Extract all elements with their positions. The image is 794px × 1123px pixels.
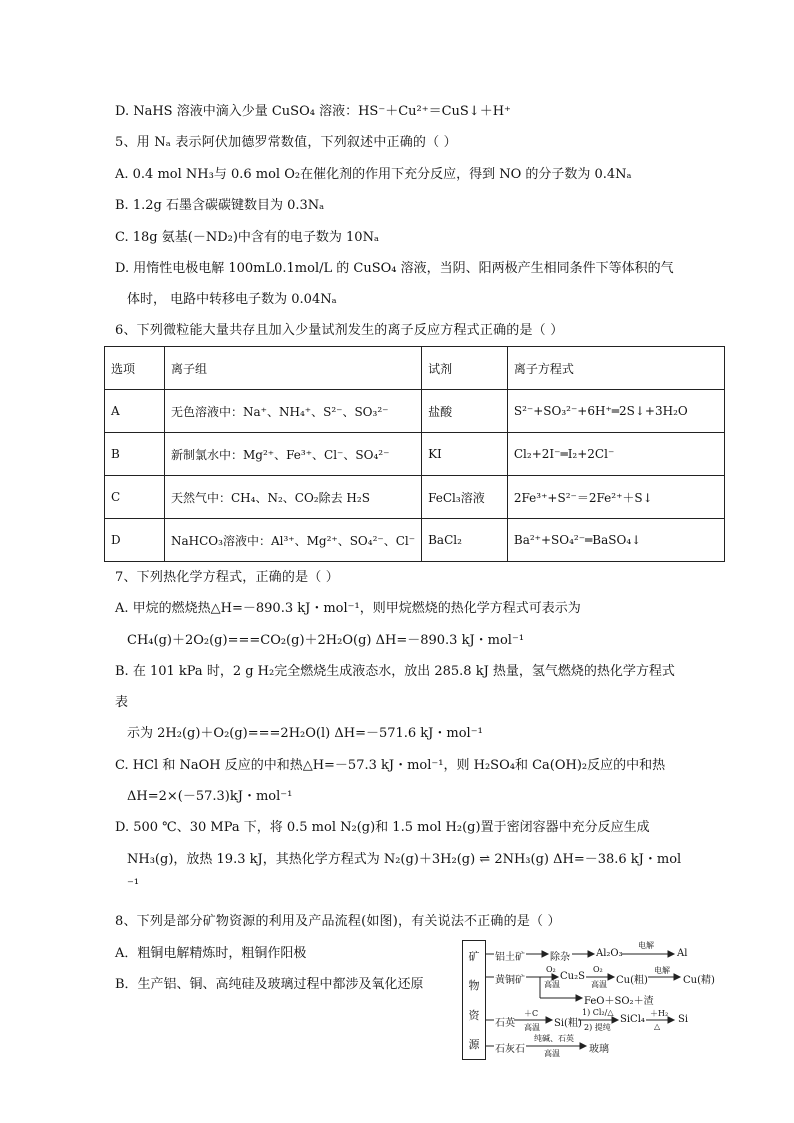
high-temp-condition: 高温	[544, 1049, 560, 1058]
table-cell: B	[105, 433, 165, 476]
crude-silicon-label: Si(粗)	[554, 1018, 582, 1029]
question-6-stem: 6、下列微粒能大量共存且加入少量试剂发生的离子反应方程式正确的是（ ）	[115, 323, 564, 338]
box-char: 矿	[468, 949, 480, 963]
table-row	[105, 390, 725, 433]
carbon-condition: ＋C	[524, 1009, 539, 1018]
table-cell: 无色溶液中：Na⁺、NH₄⁺、S²⁻、SO₃²⁻	[165, 390, 422, 433]
crude-copper-label: Cu(粗)	[616, 975, 648, 986]
question-7-option-b-line1: B. 在 101 kPa 时，2 g H₂完全燃烧生成液态水，放出 285.8 kJ 热量，氢气燃烧的热化学方程式	[115, 664, 675, 679]
question-5-option-a: A. 0.4 mol NH₃与 0.6 mol O₂在催化剂的作用下充分反应，得到 NO 的分子数为 0.4Nₐ	[115, 167, 632, 182]
question-5-option-c: C. 18g 氨基(－ND₂)中含有的电子数为 10Nₐ	[115, 230, 379, 245]
limestone-label: 石灰石	[495, 1044, 525, 1055]
chalcopyrite-label: 黄铜矿	[495, 975, 525, 986]
box-char: 资	[468, 1008, 480, 1022]
heat-condition: △	[654, 1022, 661, 1031]
table-cell: S²⁻+SO₃²⁻+6H⁺═2S↓+3H₂O	[507, 390, 724, 433]
table-row	[105, 433, 725, 476]
question-8-stem: 8、下列是部分矿物资源的利用及产品流程(如图)，有关说法不正确的是（ ）	[115, 914, 561, 929]
alumina-label: Al₂O₃	[596, 948, 623, 959]
oxygen-condition: O₂	[593, 965, 603, 974]
table-row	[105, 519, 725, 562]
electrolysis-condition: 电解	[654, 966, 670, 975]
chlorine-condition: 1) Cl₂/△	[582, 1008, 614, 1017]
question-5-option-d-line2: 体时， 电路中转移电子数为 0.04Nₐ	[127, 292, 337, 307]
table-cell: Cl₂+2I⁻═I₂+2Cl⁻	[507, 433, 724, 476]
table-row	[105, 476, 725, 519]
oxygen-condition: O₂	[546, 965, 556, 974]
table-cell: 2Fe³⁺+S²⁻＝2Fe²⁺＋S↓	[507, 476, 724, 519]
refined-copper-label: Cu(精)	[683, 975, 715, 986]
box-char: 物	[468, 979, 480, 993]
table-cell: D	[105, 519, 165, 562]
bauxite-label: 铝土矿	[495, 952, 525, 963]
hydrogen-condition: ＋H₂	[650, 1009, 669, 1018]
question-8-option-a: A．粗铜电解精炼时，粗铜作阳极	[115, 946, 307, 961]
question-7-option-d-line3: ⁻¹	[127, 877, 140, 892]
mineral-resource-flowchart	[462, 940, 722, 1060]
table-cell: BaCl₂	[422, 519, 508, 562]
question-7-stem: 7、下列热化学方程式，正确的是（ ）	[115, 570, 340, 585]
high-temp-condition: 高温	[544, 980, 560, 989]
option-d-previous: D. NaHS 溶液中滴入少量 CuSO₄ 溶液：HS⁻＋Cu²⁺＝CuS↓＋H⁺	[115, 104, 511, 119]
question-8-option-b: B．生产铝、铜、高纯硅及玻璃过程中都涉及氧化还原	[115, 977, 424, 992]
table-cell: 盐酸	[422, 390, 508, 433]
table-header-cell: 离子组	[165, 347, 422, 390]
table-cell: C	[105, 476, 165, 519]
question-7-option-d-line1: D. 500 ℃、30 MPa 下，将 0.5 mol N₂(g)和 1.5 mol H₂(g)置于密闭容器中充分反应生成	[115, 820, 650, 835]
question-6-table	[104, 346, 725, 562]
soda-quartz-condition: 纯碱、石英	[534, 1034, 574, 1043]
high-temp-condition: 高温	[524, 1023, 540, 1032]
question-5-option-d-line1: D. 用惰性电极电解 100mL0.1mol/L 的 CuSO₄ 溶液，当阴、阳两极产生相同条件下等体积的气	[115, 261, 674, 276]
table-cell: 新制氯水中：Mg²⁺、Fe³⁺、Cl⁻、SO₄²⁻	[165, 433, 422, 476]
cu2s-label: Cu₂S	[560, 971, 585, 982]
table-cell: KI	[422, 433, 508, 476]
question-7-option-d-line2: NH₃(g)，放热 19.3 kJ，其热化学方程式为 N₂(g)＋3H₂(g) ⇌ 2NH₃(g) ΔH=－38.6 kJ・mol	[127, 852, 682, 867]
box-char: 源	[468, 1038, 480, 1052]
byproduct-label: FeO＋SO₂＋渣	[584, 996, 654, 1007]
question-7-option-a-line2: CH₄(g)＋2O₂(g)===CO₂(g)＋2H₂O(g) ΔH=－890.3 kJ・mol⁻¹	[127, 633, 525, 648]
table-cell: NaHCO₃溶液中：Al³⁺、Mg²⁺、SO₄²⁻、Cl⁻	[165, 519, 422, 562]
table-cell: A	[105, 390, 165, 433]
question-7-option-b-line2: 表	[115, 695, 129, 710]
silicon-label: Si	[678, 1014, 689, 1025]
electrolysis-condition: 电解	[638, 941, 654, 950]
table-cell: Ba²⁺+SO₄²⁻═BaSO₄↓	[507, 519, 724, 562]
impurity-removal-label: 除杂	[550, 952, 570, 963]
quartz-label: 石英	[495, 1018, 515, 1029]
table-header-row	[105, 347, 725, 390]
question-7-option-b-line3: 示为 2H₂(g)＋O₂(g)===2H₂O(l) ΔH=－571.6 kJ・mol⁻¹	[127, 726, 483, 741]
purification-condition: 2) 提纯	[584, 1023, 611, 1032]
sicl4-label: SiCl₄	[620, 1014, 645, 1025]
question-5-option-b: B. 1.2g 石墨含碳碳键数目为 0.3Nₐ	[115, 198, 325, 213]
glass-label: 玻璃	[589, 1044, 609, 1055]
table-cell: 天然气中：CH₄、N₂、CO₂除去 H₂S	[165, 476, 422, 519]
question-7-option-c-line2: ΔH=2×(－57.3)kJ・mol⁻¹	[127, 789, 293, 804]
high-temp-condition: 高温	[591, 980, 607, 989]
question-7-option-a-line1: A. 甲烷的燃烧热△H=－890.3 kJ・mol⁻¹，则甲烷燃烧的热化学方程式可表示为	[115, 601, 581, 616]
table-header-cell: 试剂	[422, 347, 508, 390]
question-7-option-c-line1: C. HCl 和 NaOH 反应的中和热△H=－57.3 kJ・mol⁻¹，则 H₂SO₄和 Ca(OH)₂反应的中和热	[115, 758, 666, 773]
table-header-cell: 离子方程式	[507, 347, 724, 390]
aluminum-label: Al	[677, 948, 688, 959]
table-header-cell: 选项	[105, 347, 165, 390]
question-5-stem: 5、用 Nₐ 表示阿伏加德罗常数值，下列叙述中正确的（ ）	[115, 135, 457, 150]
table-cell: FeCl₃溶液	[422, 476, 508, 519]
